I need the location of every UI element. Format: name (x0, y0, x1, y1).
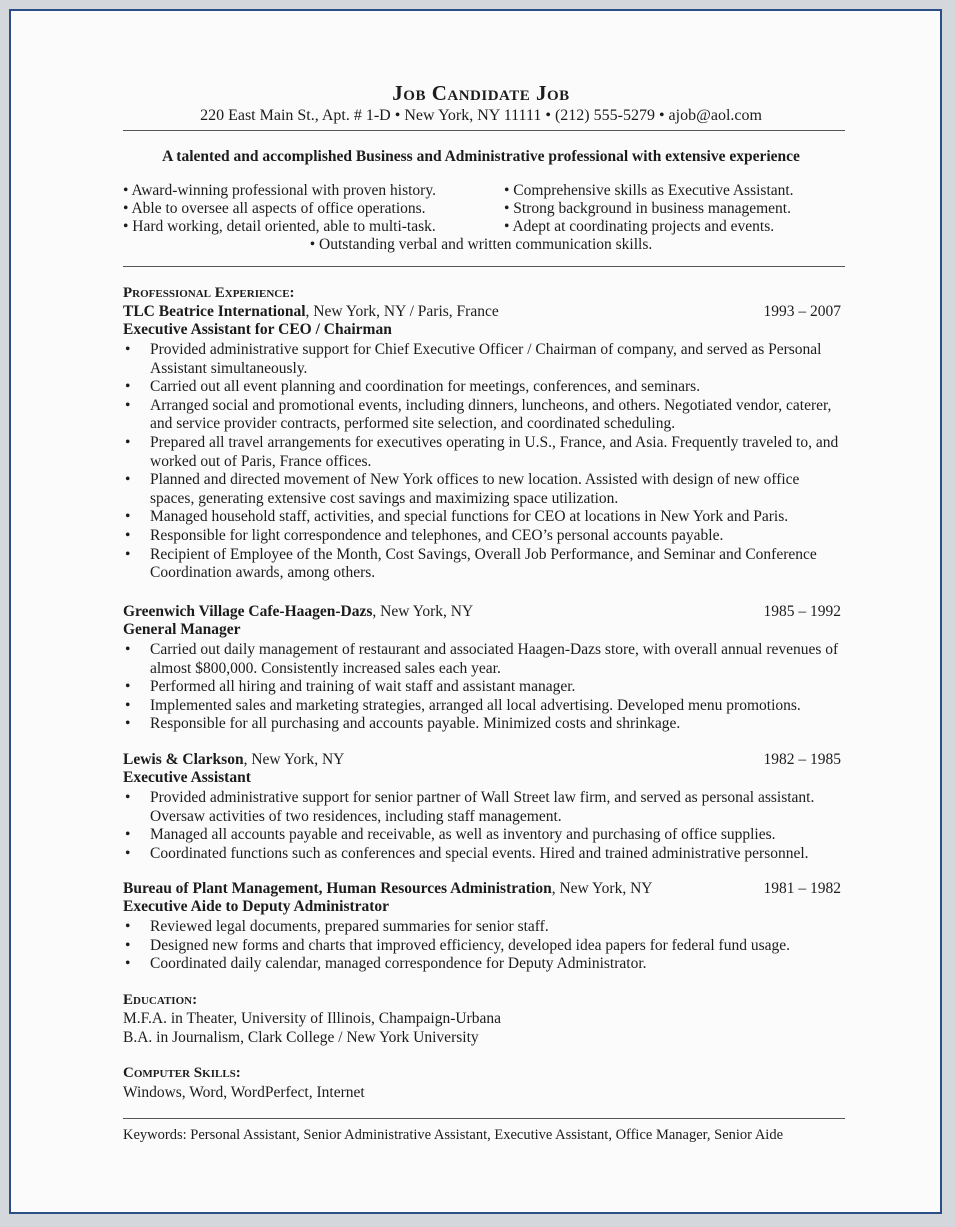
list-item: • Responsible for light correspondence and telephones, and CEO’s personal accounts payable. (125, 526, 724, 544)
summary-headline: A talented and accomplished Business and Administrative professional with extensive experience (162, 148, 800, 165)
keywords-line: Keywords: Personal Assistant, Senior Administrative Assistant, Executive Assistant, Office Manager, Senior Aide (123, 1127, 784, 1143)
list-item: • Designed new forms and charts that improved efficiency, developed idea papers for federal fund usage. (125, 936, 790, 954)
experience-heading: Professional Experience: (123, 285, 295, 301)
job-header (123, 303, 841, 323)
job-title: Executive Aide to Deputy Administrator (123, 898, 390, 915)
list-item: • Implemented sales and marketing strategies, arranged all local advertising. Developed menu promotions. (125, 696, 801, 714)
contact-line: 220 East Main St., Apt. # 1-D • New York, NY 11111 • (212) 555-5279 • ajob@aol.com (200, 107, 762, 124)
list-item: • Managed household staff, activities, and special functions for CEO at locations in New York and Paris. (125, 508, 789, 526)
list-item: • Arranged social and promotional events, including dinners, luncheons, and others. Negotiated vendor, caterer, and service provider contracts, performed site selection, and coordinated scheduling. (125, 396, 832, 433)
list-item: • Prepared all travel arrangements for executives operating in U.S., France, and Asia. Frequently traveled to, and worked out of Paris, France offices. (125, 433, 839, 470)
list-item: • Provided administrative support for senior partner of Wall Street law firm, and served as personal assistant. Oversaw activities of two residences, including staff management. (125, 789, 815, 825)
job-header (123, 880, 841, 900)
summary-item: • Able to oversee all aspects of office operations. (123, 200, 426, 217)
skills-heading: Computer Skills: (123, 1065, 241, 1081)
skills-line: Windows, Word, WordPerfect, Internet (123, 1084, 365, 1101)
education-line: B.A. in Journalism, Clark College / New York University (123, 1029, 479, 1046)
summary-item: • Hard working, detail oriented, able to multi-task. (123, 218, 436, 235)
job-location: , New York, NY (372, 603, 474, 620)
list-item: • Coordinated functions such as conferences and special events. Hired and trained administrative personnel. (125, 844, 809, 862)
job-title: Executive Assistant for CEO / Chairman (123, 321, 392, 338)
job-company: Bureau of Plant Management, Human Resources Administration (123, 880, 552, 897)
list-item: • Performed all hiring and training of wait staff and assistant manager. (125, 678, 576, 696)
job-years: 1981 – 1982 (763, 880, 841, 897)
candidate-name: Job Candidate Job (392, 81, 570, 105)
job-location: , New York, NY / Paris, France (305, 303, 499, 320)
list-item: • Provided administrative support for Chief Executive Officer / Chairman of company, and served as Personal Assistant simultaneously. (125, 341, 822, 377)
summary-item: • Outstanding verbal and written communication skills. (309, 236, 653, 253)
job-location: , New York, NY (551, 880, 653, 897)
header-divider (123, 130, 845, 131)
list-item: • Carried out all event planning and coordination for meetings, conferences, and seminars. (125, 378, 701, 396)
job-company: TLC Beatrice International (123, 303, 306, 320)
list-item: • Planned and directed movement of New York offices to new location. Assisted with design of new office spaces, generating extensive cost savings and maximizing space utilization. (125, 471, 800, 507)
education-line: M.F.A. in Theater, University of Illinois, Champaign-Urbana (123, 1010, 501, 1027)
list-item: • Responsible for all purchasing and accounts payable. Minimized costs and shrinkage. (125, 715, 681, 733)
job-years: 1982 – 1985 (763, 751, 841, 768)
job-title: Executive Assistant (123, 769, 251, 786)
job-years: 1985 – 1992 (763, 603, 841, 620)
job-header (123, 751, 841, 771)
job-years: 1993 – 2007 (763, 303, 841, 320)
job-bullets (123, 341, 845, 583)
job-bullets (123, 641, 845, 734)
summary-item: • Strong background in business management. (504, 200, 791, 217)
list-item: • Coordinated daily calendar, managed correspondence for Deputy Administrator. (125, 955, 647, 973)
job-company: Lewis & Clarkson (123, 751, 244, 768)
list-item: • Reviewed legal documents, prepared summaries for senior staff. (125, 918, 549, 935)
summary-item: • Adept at coordinating projects and events. (504, 218, 775, 235)
job-header (123, 603, 841, 623)
job-location: , New York, NY (243, 751, 345, 768)
resume-page (9, 9, 942, 1214)
summary-item: • Comprehensive skills as Executive Assistant. (504, 182, 794, 199)
job-bullets (123, 789, 845, 863)
education-heading: Education: (123, 992, 198, 1008)
list-item: • Recipient of Employee of the Month, Cost Savings, Overall Job Performance, and Seminar and Conference Coordination awards, among others. (125, 545, 817, 582)
job-title: General Manager (123, 621, 241, 638)
job-bullets (123, 918, 845, 974)
summary-item: • Award-winning professional with proven history. (123, 182, 436, 199)
list-item: • Managed all accounts payable and receivable, as well as inventory and purchasing of office supplies. (125, 826, 776, 844)
list-item: • Carried out daily management of restaurant and associated Haagen-Dazs store, with overall annual revenues of almost $800,000. Consistently increased sales each year. (125, 641, 839, 677)
summary-divider (123, 266, 845, 267)
job-company: Greenwich Village Cafe-Haagen-Dazs (123, 603, 373, 620)
footer-divider (123, 1118, 845, 1119)
